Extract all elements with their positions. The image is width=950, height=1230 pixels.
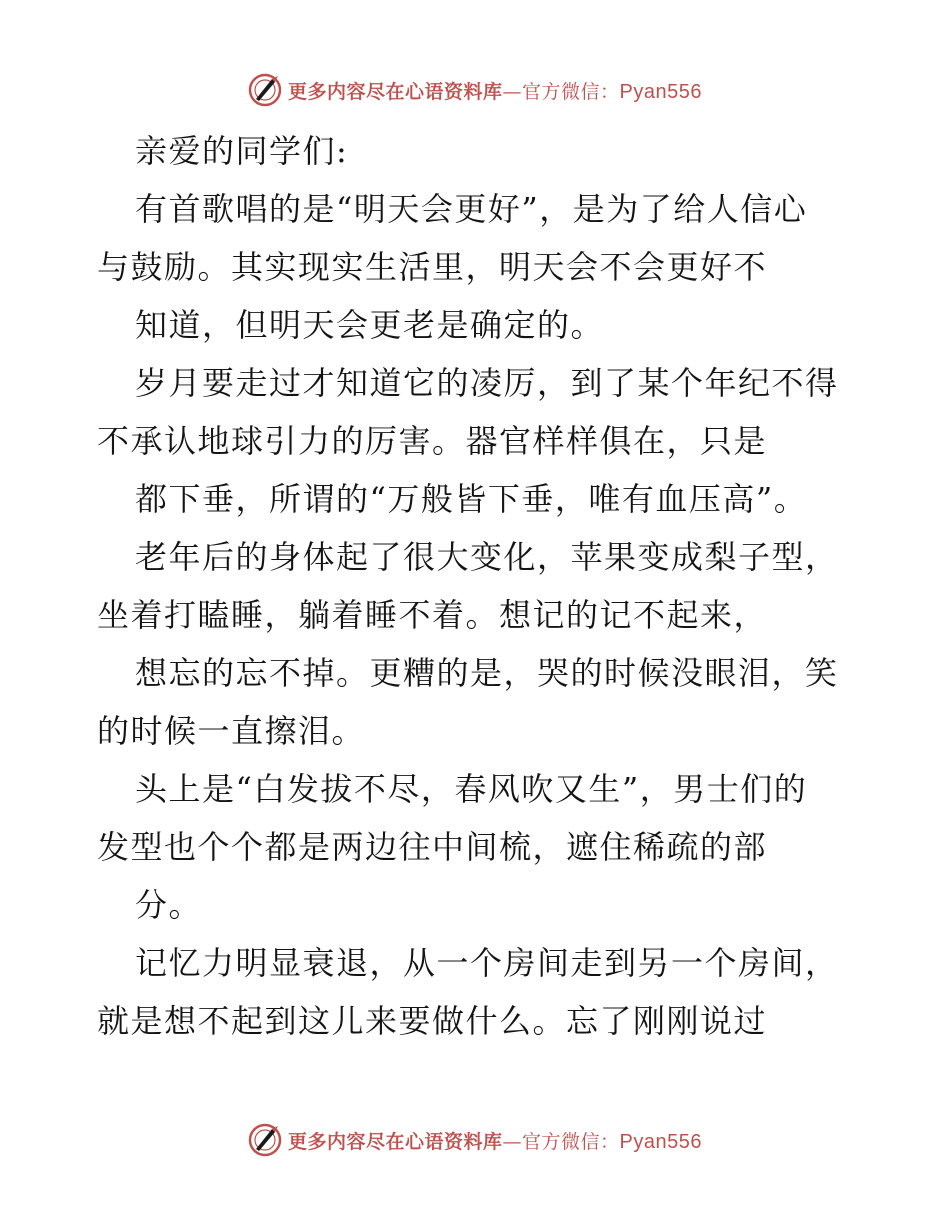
- text-line: 岁月要走过才知道它的凌厉，到了某个年纪不得: [135, 364, 839, 402]
- text-line: 分。: [135, 886, 203, 924]
- banner-wechat-id: Pyan556: [619, 1130, 702, 1153]
- header-banner: [0, 70, 950, 110]
- text-line: 都下垂，所谓的“万般皆下垂，唯有血压高”。: [135, 480, 808, 518]
- banner-subtitle: —官方微信：: [502, 80, 620, 103]
- text-line: 头上是“白发拔不尽，春风吹又生”，男士们的: [135, 770, 808, 808]
- text-line: 知道，但明天会更老是确定的。: [135, 306, 605, 344]
- text-line: 的时候一直擦泪。: [97, 712, 366, 750]
- text-line: 亲爱的同学们:: [135, 132, 349, 170]
- text-line: 记忆力明显衰退，从一个房间走到另一个房间，: [135, 944, 839, 982]
- document-body: [97, 122, 877, 1050]
- text-line: 不承认地球引力的厉害。器官样样俱在，只是: [97, 422, 768, 460]
- banner-title: 更多内容尽在心语资料库: [288, 80, 503, 103]
- footer-banner: [0, 1120, 950, 1160]
- text-line: 想忘的忘不掉。更糟的是，哭的时候没眼泪，笑: [135, 654, 839, 692]
- banner-wechat-id: Pyan556: [619, 80, 702, 103]
- text-line: 坐着打瞌睡，躺着睡不着。想记的记不起来，: [97, 596, 768, 634]
- banner-title: 更多内容尽在心语资料库: [288, 1130, 503, 1153]
- text-line: 就是想不起到这儿来要做什么。忘了刚刚说过: [97, 1002, 768, 1040]
- quill-logo-icon: [248, 73, 282, 107]
- quill-logo-icon: [248, 1123, 282, 1157]
- banner-subtitle: —官方微信：: [502, 1130, 620, 1153]
- text-line: 发型也个个都是两边往中间梳，遮住稀疏的部: [97, 828, 768, 866]
- text-line: 有首歌唱的是“明天会更好”，是为了给人信心: [135, 190, 808, 228]
- text-line: 与鼓励。其实现实生活里，明天会不会更好不: [97, 248, 768, 286]
- text-line: 老年后的身体起了很大变化，苹果变成梨子型，: [135, 538, 839, 576]
